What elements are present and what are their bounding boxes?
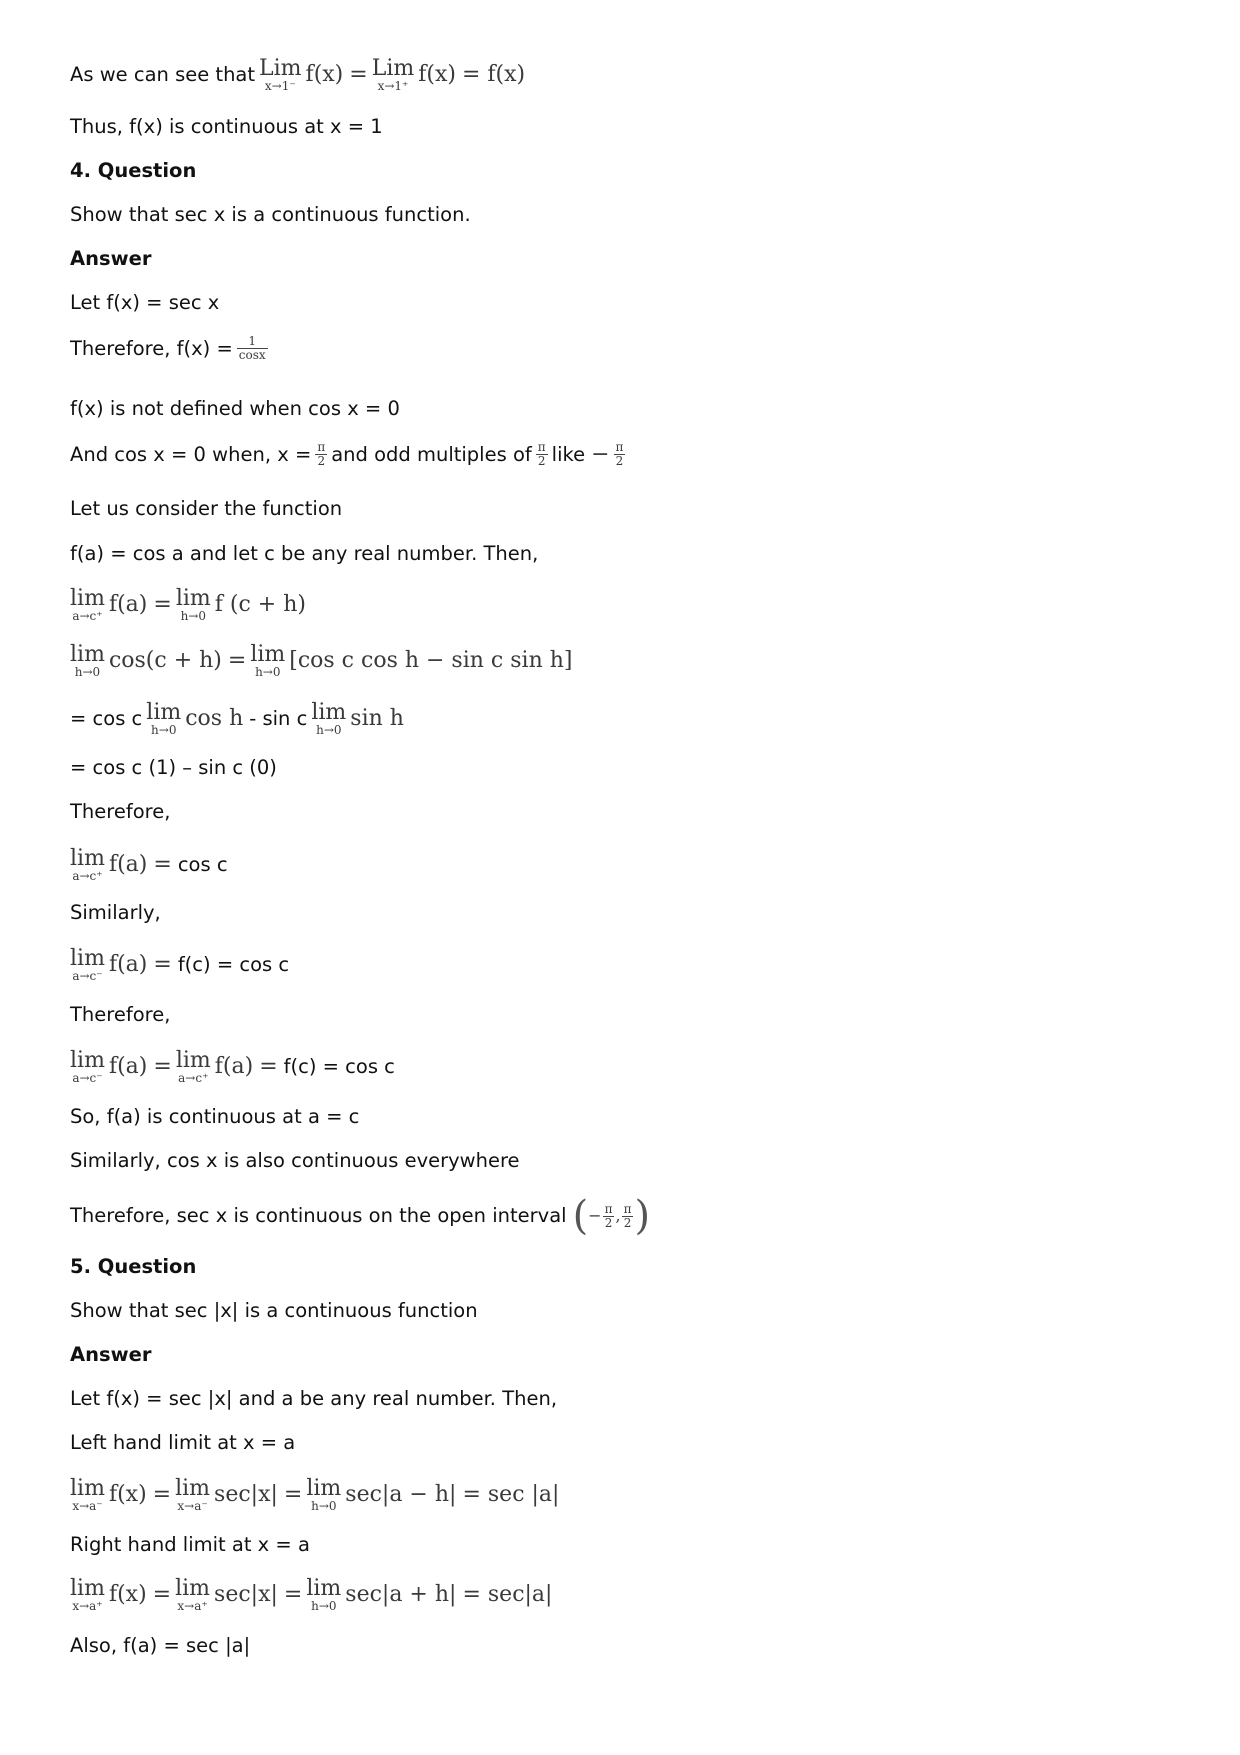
text-line: Therefore, bbox=[70, 1003, 171, 1026]
text-line: So, f(a) is continuous at a = c bbox=[70, 1105, 360, 1128]
limit-equation: lim a→c⁺ f(a) = cos c bbox=[70, 846, 228, 883]
text-line: Therefore, bbox=[70, 800, 171, 823]
limit-right: Lim x→1⁺ bbox=[371, 56, 415, 93]
fraction-pi-over-2: $\frac{\pi}{2}$ bbox=[537, 440, 546, 468]
text-line: Also, f(a) = sec |a| bbox=[70, 1634, 251, 1657]
text-line: Let us consider the function bbox=[70, 497, 343, 520]
limit-equation: lim a→c⁻ f(a) = lim a→c⁺ f(a) = f(c) = cos c bbox=[70, 1048, 395, 1085]
fraction-pi-over-2: $\frac{\pi}{2}$ bbox=[317, 440, 326, 468]
question-text: Show that sec x is a continuous function. bbox=[70, 203, 471, 226]
limit-statement-line: As we can see that Lim x→1⁻ f(x) = Lim x→1⁺ f(x) = f(x) bbox=[70, 56, 526, 93]
text: As we can see that bbox=[70, 63, 256, 86]
text-line: Thus, f(x) is continuous at x = 1 bbox=[70, 115, 383, 138]
answer-heading: Answer bbox=[70, 247, 152, 270]
answer-heading: Answer bbox=[70, 1343, 152, 1366]
question-heading: 4. Question bbox=[70, 159, 197, 182]
limit-left: Lim x→1⁻ bbox=[259, 56, 302, 93]
limit-equation: lim a→c⁻ f(a) = f(c) = cos c bbox=[70, 946, 290, 983]
text-line: Let f(x) = sec |x| and a be any real number. Then, bbox=[70, 1387, 558, 1410]
text-line: Right hand limit at x = a bbox=[70, 1533, 310, 1556]
limit-equation: lim a→c⁺ f(a) = lim h→0 f (c + h) bbox=[70, 586, 306, 623]
text-line: Let f(x) = sec x bbox=[70, 291, 220, 314]
fraction-line: Therefore, f(x) = $\frac{1}{\cos x}$ bbox=[70, 334, 266, 362]
limit-equation: lim h→0 cos(c + h) = lim h→0 [cos c cos h − sin c sin h] bbox=[70, 642, 573, 679]
fraction-1-over-cosx: $\frac{1}{\cos x}$ bbox=[238, 334, 266, 362]
limit-equation: = cos c lim h→0 cos h - sin c lim h→0 sin h bbox=[70, 700, 404, 737]
fraction-pi-over-2: $\frac{\pi}{2}$ bbox=[615, 440, 624, 468]
pi-over-2-line: And cos x = 0 when, x = $\frac{\pi}{2}$ and odd multiples of $\frac{\pi}{2}$ like − $\frac{\pi}{2}$ bbox=[70, 440, 624, 468]
limit-equation: lim x→a⁺ f(x) = lim x→a⁺ sec|x| = lim h→0 sec|a + h| = sec|a| bbox=[70, 1576, 553, 1613]
text-line: = cos c (1) – sin c (0) bbox=[70, 756, 277, 779]
text-line: f(x) is not defined when cos x = 0 bbox=[70, 397, 400, 420]
question-heading: 5. Question bbox=[70, 1255, 197, 1278]
open-interval-line: Therefore, sec x is continuous on the open interval ( − $\frac{\pi}{2}$ , $\frac{\pi}{2}$ ) bbox=[70, 1193, 651, 1239]
text-line: Similarly, bbox=[70, 901, 161, 924]
question-text: Show that sec |x| is a continuous function bbox=[70, 1299, 478, 1322]
text-line: Similarly, cos x is also continuous everywhere bbox=[70, 1149, 520, 1172]
text-line: f(a) = cos a and let c be any real number. Then, bbox=[70, 542, 539, 565]
limit-equation: lim x→a⁻ f(x) = lim x→a⁻ sec|x| = lim h→0 sec|a − h| = sec |a| bbox=[70, 1476, 560, 1513]
text-line: Left hand limit at x = a bbox=[70, 1431, 296, 1454]
